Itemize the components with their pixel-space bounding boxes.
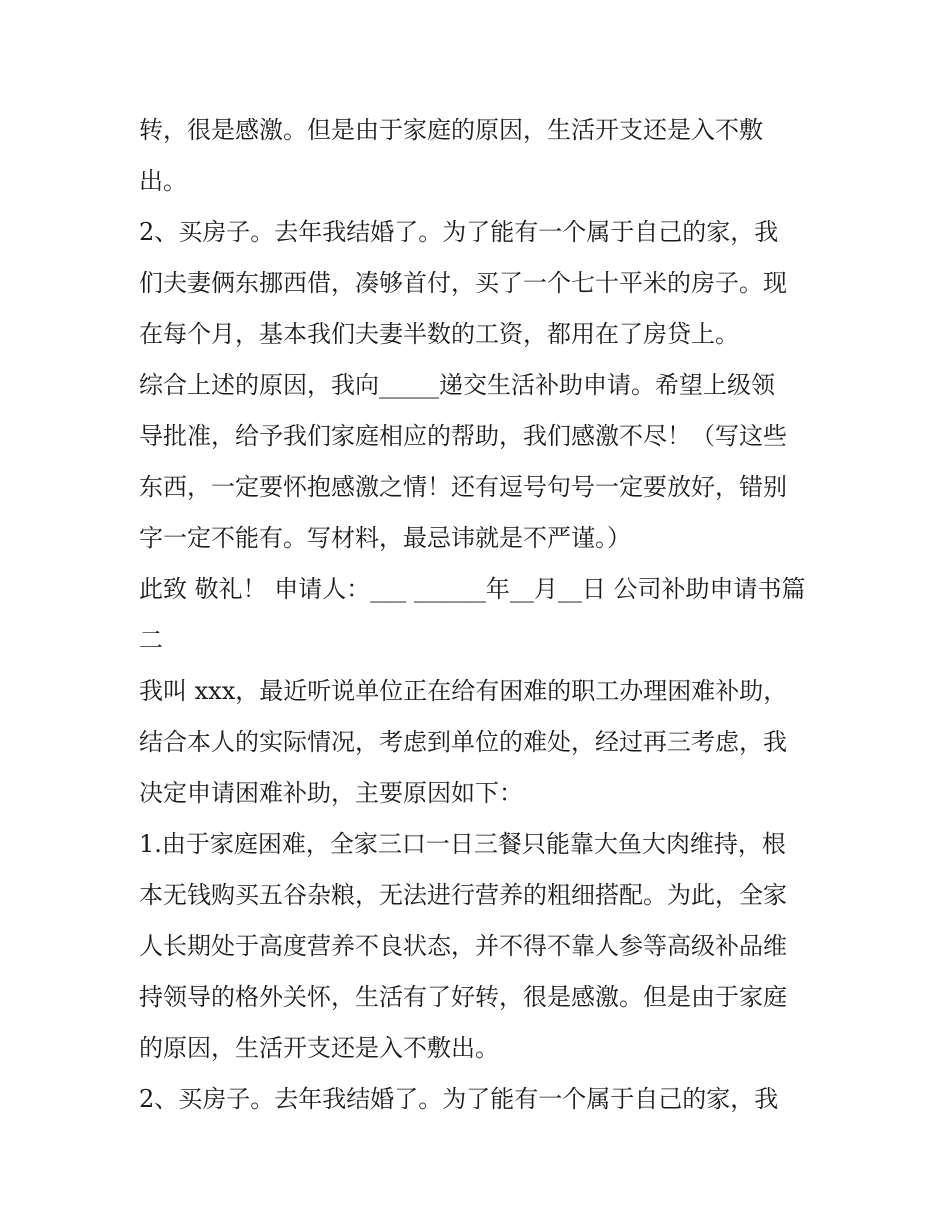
text-line: 的原因，生活开支还是入不敷出。 bbox=[139, 1034, 499, 1062]
text-line: 此致 敬礼！ 申请人：___ ______年__月__日 公司补助申请书篇 bbox=[139, 575, 806, 603]
text-line: 人长期处于高度营养不良状态，并不得不靠人参等高级补品维 bbox=[139, 932, 787, 960]
text-line: 2、买房子。去年我结婚了。为了能有一个属于自己的家，我 bbox=[139, 1085, 779, 1113]
text-line: 1.由于家庭困难，全家三口一日三餐只能靠大鱼大肉维持，根 bbox=[139, 830, 786, 858]
text-line: 转，很是感激。但是由于家庭的原因，生活开支还是入不敷 bbox=[139, 116, 763, 144]
text-line: 我叫 xxx，最近听说单位正在给有困难的职工办理困难补助， bbox=[139, 677, 788, 705]
text-line: 字一定不能有。写材料，最忌讳就是不严谨。） bbox=[139, 524, 631, 552]
text-line: 们夫妻俩东挪西借，凑够首付，买了一个七十平米的房子。现 bbox=[139, 269, 787, 297]
text-line: 东西，一定要怀抱感激之情！还有逗号句号一定要放好，错别 bbox=[139, 473, 787, 501]
text-line: 出。 bbox=[139, 167, 187, 195]
text-line: 决定申请困难补助，主要原因如下： bbox=[139, 779, 523, 807]
text-line: 二 bbox=[139, 626, 163, 654]
text-line: 持领导的格外关怀，生活有了好转，很是感激。但是由于家庭 bbox=[139, 983, 787, 1011]
text-line: 综合上述的原因，我向_____递交生活补助申请。希望上级领 bbox=[139, 371, 775, 399]
text-line: 导批准，给予我们家庭相应的帮助，我们感激不尽！（写这些 bbox=[139, 422, 787, 450]
text-line: 本无钱购买五谷杂粮，无法进行营养的粗细搭配。为此，全家 bbox=[139, 881, 787, 909]
text-line: 2、买房子。去年我结婚了。为了能有一个属于自己的家，我 bbox=[139, 218, 779, 246]
text-line: 在每个月，基本我们夫妻半数的工资，都用在了房贷上。 bbox=[139, 320, 739, 348]
document-body bbox=[139, 105, 819, 1125]
text-line: 结合本人的实际情况，考虑到单位的难处，经过再三考虑，我 bbox=[139, 728, 787, 756]
